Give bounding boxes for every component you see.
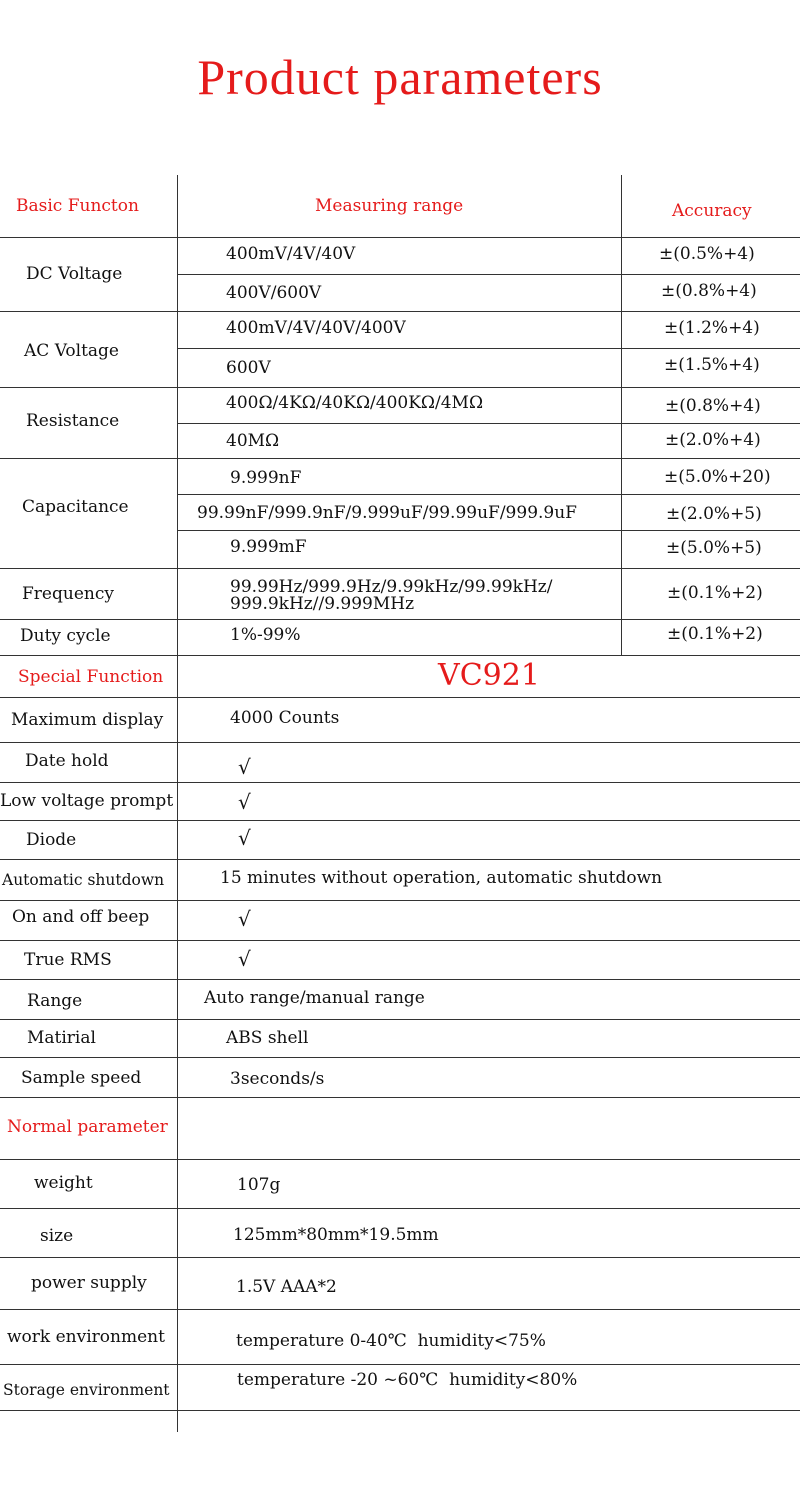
range-cell: 99.99nF/999.9nF/9.999uF/99.99uF/999.9uF [197,503,577,523]
accuracy-cell: ±(5.0%+20) [664,467,771,487]
range-cell: 400mV/4V/40V/400V [226,318,406,338]
accuracy-cell: ±(0.8%+4) [665,396,761,416]
accuracy-cell: ±(2.0%+4) [665,430,761,450]
param-name: Storage environment [3,1381,170,1399]
header-basic-function: Basic Functon [16,196,139,216]
special-function-heading: Special Function [18,667,164,687]
function-ac-voltage: AC Voltage [24,341,119,361]
spec-value: 3seconds/s [230,1069,325,1089]
accuracy-cell: ±(1.2%+4) [664,318,760,338]
param-value: 107g [237,1175,281,1195]
spec-name: Sample speed [21,1068,142,1088]
checkmark-icon: √ [238,947,251,971]
param-value: temperature -20 ~60℃ humidity<80% [237,1370,578,1390]
param-name: work environment [7,1327,165,1347]
spec-name: Maximum display [11,710,164,730]
function-dc-voltage: DC Voltage [26,264,123,284]
accuracy-cell: ±(1.5%+4) [664,355,760,375]
param-value: 125mm*80mm*19.5mm [233,1225,439,1245]
accuracy-cell: ±(2.0%+5) [666,504,762,524]
spec-name: True RMS [24,950,112,970]
header-measuring-range: Measuring range [315,196,464,216]
function-duty-cycle: Duty cycle [20,626,111,646]
range-cell: 600V [226,358,271,378]
spec-name: Automatic shutdown [2,871,165,889]
normal-parameter-heading: Normal parameter [7,1117,168,1137]
param-name: size [40,1226,74,1246]
accuracy-cell: ±(0.1%+2) [667,624,763,644]
spec-name: Diode [26,830,77,850]
spec-name: Date hold [25,751,109,771]
range-cell: 400mV/4V/40V [226,244,356,264]
model-name: VC921 [438,658,540,693]
spec-value: 4000 Counts [230,708,340,728]
header-accuracy: Accuracy [672,201,752,221]
function-frequency: Frequency [22,584,114,604]
spec-value: 15 minutes without operation, automatic shutdown [220,868,663,888]
accuracy-cell: ±(5.0%+5) [666,538,762,558]
accuracy-cell: ±(0.5%+4) [659,244,755,264]
spec-name: Low voltage prompt [0,791,174,811]
param-name: power supply [31,1273,147,1293]
range-cell: 40MΩ [226,431,280,451]
checkmark-icon: √ [238,790,251,814]
spec-name: Matirial [27,1028,96,1048]
spec-name: Range [27,991,83,1011]
function-resistance: Resistance [26,411,120,431]
function-capacitance: Capacitance [22,497,129,517]
range-cell: 1%-99% [230,625,301,645]
accuracy-cell: ±(0.8%+4) [661,281,757,301]
param-value: temperature 0-40℃ humidity<75% [236,1331,546,1351]
page-title: Product parameters [197,49,603,105]
range-cell: 400Ω/4KΩ/40KΩ/400KΩ/4MΩ [226,393,484,413]
param-value: 1.5V AAA*2 [236,1277,337,1297]
spec-name: On and off beep [12,907,150,927]
spec-value: Auto range/manual range [204,988,425,1008]
range-cell: 9.999mF [230,537,307,557]
spec-value: ABS shell [226,1028,309,1048]
range-cell: 9.999nF [230,468,302,488]
param-name: weight [34,1173,93,1193]
checkmark-icon: √ [238,826,251,850]
range-cell: 99.99Hz/999.9Hz/9.99kHz/99.99kHz/ 999.9kHz//9.999MHz [230,577,553,614]
checkmark-icon: √ [238,755,251,779]
range-cell: 400V/600V [226,283,322,303]
checkmark-icon: √ [238,907,251,931]
accuracy-cell: ±(0.1%+2) [667,583,763,603]
